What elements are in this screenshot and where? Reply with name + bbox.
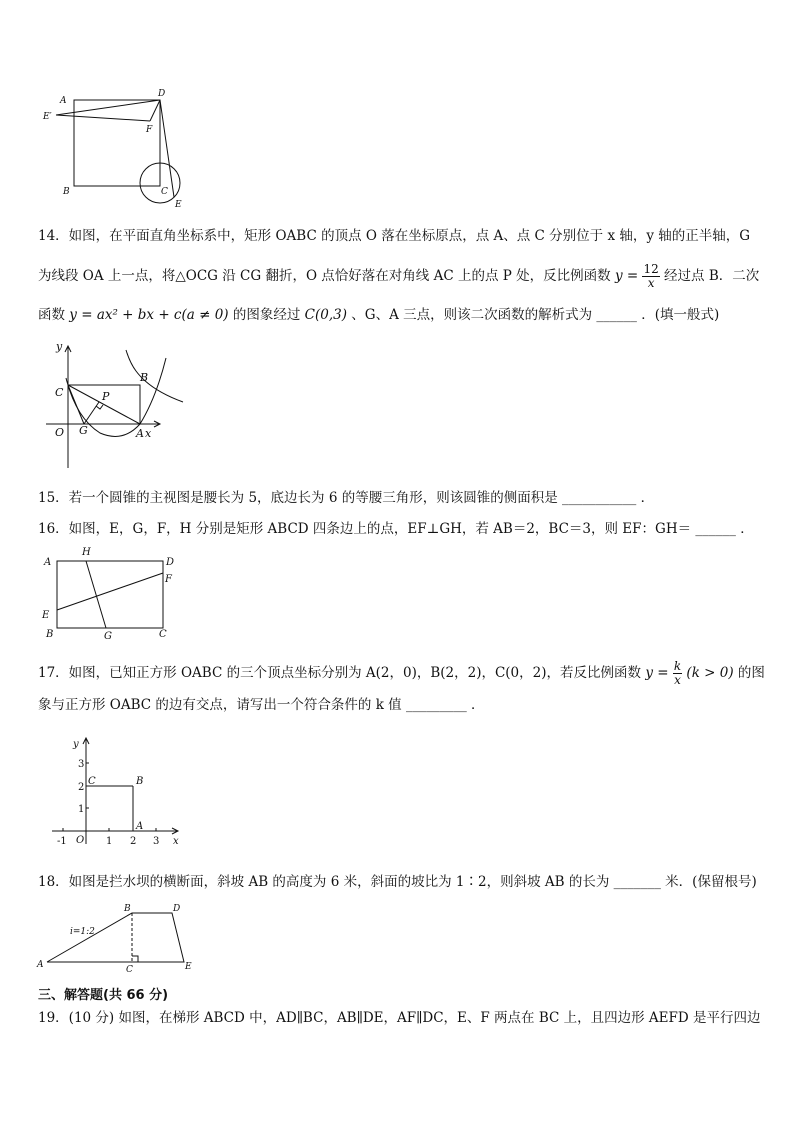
- q17-xtick-3: 3: [153, 836, 160, 847]
- q17-frac-den: x: [674, 673, 681, 687]
- q17-ytick-1: 1: [78, 804, 85, 815]
- q14-formula: y = ax² + bx + c(a ≠ 0): [69, 307, 229, 323]
- q17-fraction: [673, 660, 682, 687]
- q17-label-y: y: [73, 739, 79, 750]
- q18-trapezoid: [47, 913, 184, 962]
- q14-line2: [38, 263, 763, 290]
- q15-end: ．: [640, 490, 655, 506]
- q13-line-fd: [150, 100, 160, 121]
- q16-label-f: F: [165, 574, 172, 585]
- q15-text: 15．若一个圆锥的主视图是腰长为 5，底边长为 6 的等腰三角形，则该圆锥的侧面积是: [38, 490, 558, 506]
- q16-label-b: B: [46, 629, 54, 640]
- q17-frac-num: k: [673, 659, 682, 673]
- q14-line2b: 经过点 B．二次: [664, 268, 760, 284]
- q14-line3b: 的图象经过: [232, 307, 301, 323]
- q15-line: [38, 490, 763, 506]
- q13-label-c: C: [161, 187, 168, 197]
- q14-line3: [38, 307, 763, 323]
- q17-ytick-2: 2: [78, 782, 85, 793]
- q18-text: 18．如图是拦水坝的横断面，斜坡 AB 的高度为 6 米，斜面的坡比为 1∶2，则斜坡 AB 的长为: [38, 874, 610, 890]
- q16-end: ．: [740, 521, 754, 537]
- q13-label-a: A: [60, 96, 67, 106]
- q14-func-lhs: y =: [614, 268, 639, 284]
- q13-line-de: [160, 100, 174, 197]
- q18-label-b: B: [124, 904, 131, 914]
- q17-label-a: A: [136, 821, 144, 832]
- q17-blank[interactable]: _________: [405, 697, 467, 713]
- q17-line1b: 的图: [737, 665, 765, 681]
- q16-label-h: H: [82, 547, 91, 558]
- q16-line-ef: [57, 573, 163, 610]
- q16-label-a: A: [44, 557, 52, 568]
- q17-line2-end: ．: [471, 697, 485, 713]
- q13-label-e-prime: E′: [43, 112, 52, 122]
- q17-condition: (k > 0): [686, 665, 734, 681]
- q18-label-d: D: [173, 904, 181, 914]
- q18-blank[interactable]: _______: [613, 874, 661, 890]
- q18-slope-label: i=1:2: [70, 927, 95, 937]
- q14-frac-den: x: [647, 276, 655, 290]
- q18-label-c: C: [126, 965, 133, 975]
- q13-figure: [38, 84, 198, 214]
- q14-label-b: B: [140, 371, 149, 384]
- q17-ytick-3: 3: [78, 759, 85, 770]
- q13-line-ed: [56, 100, 160, 115]
- q14-label-x: x: [145, 427, 152, 440]
- q18-line: [38, 874, 763, 890]
- q14-point-c: C(0,3): [304, 307, 347, 323]
- q17-xtick-2: 2: [130, 836, 137, 847]
- q13-line-ef: [56, 115, 150, 121]
- q14-label-y: y: [56, 340, 63, 353]
- q16-label-d: D: [166, 557, 175, 568]
- q14-label-g: G: [79, 424, 88, 437]
- q15-blank[interactable]: ___________: [562, 490, 637, 506]
- q17-line2: [38, 697, 763, 713]
- q17-line1: [38, 660, 763, 687]
- q18-right-angle: [132, 956, 138, 962]
- q19-line: [38, 1010, 763, 1026]
- q14-figure: [38, 338, 198, 473]
- q13-label-e: E: [175, 200, 182, 210]
- q16-text: 16．如图，E，G，F，H 分别是矩形 ABCD 四条边上的点，EF⊥GH，若 AB＝2，BC＝3，则 EF：GH＝: [38, 521, 692, 537]
- q16-blank[interactable]: ______: [695, 521, 736, 537]
- q19-text: 19．(10 分) 如图，在梯形 ABCD 中，AD∥BC，AB∥DE，AF∥DC，E、F 两点在 BC 上，且四边形 AEFD 是平行四边: [38, 1010, 761, 1026]
- q14-fraction: [642, 263, 659, 290]
- section-3-title: 三、解答题(共 66 分): [38, 988, 169, 1003]
- q14-frac-num: 12: [643, 262, 659, 276]
- q18-end: 米．(保留根号): [665, 874, 757, 890]
- q18-label-a: A: [37, 960, 44, 970]
- q16-line: [38, 521, 763, 537]
- q18-label-e: E: [185, 962, 192, 972]
- q17-line2a: 象与正方形 OABC 的边有交点，请写出一个符合条件的 k 值: [38, 697, 402, 713]
- q18-figure: [30, 898, 205, 976]
- q14-line2a: 为线段 OA 上一点，将△OCG 沿 CG 翻折，O 点恰好落在对角线 AC 上的点 P 处，反比例函数: [38, 268, 611, 284]
- q14-blank[interactable]: ______: [596, 307, 637, 323]
- q14-label-o: O: [55, 426, 65, 439]
- q14-label-p: P: [102, 390, 110, 403]
- q17-func-lhs: y =: [645, 665, 669, 681]
- q16-figure: [38, 544, 188, 644]
- q17-xtick-m1: -1: [57, 836, 67, 847]
- q17-label-c: C: [88, 776, 96, 787]
- q16-rectangle: [57, 561, 163, 628]
- q17-label-o: O: [76, 835, 85, 846]
- q17-label-x: x: [173, 836, 179, 847]
- q14-label-c: C: [55, 386, 64, 399]
- q14-line3c: 、G、A 三点，则该二次函数的解析式为: [351, 307, 593, 323]
- q14-line3d: ．(填一般式): [641, 307, 720, 323]
- q13-square: [74, 100, 160, 186]
- q16-label-c: C: [159, 629, 167, 640]
- q14-line1-text: 14．如图，在平面直角坐标系中，矩形 OABC 的顶点 O 落在坐标原点，点 A、点 C 分别位于 x 轴，y 轴的正半轴，G: [38, 228, 751, 244]
- q17-label-b: B: [136, 776, 144, 787]
- q13-label-f: F: [146, 125, 153, 135]
- q14-line1: [38, 228, 763, 244]
- q13-label-b: B: [63, 187, 70, 197]
- q16-label-e: E: [42, 610, 50, 621]
- q13-label-d: D: [158, 89, 166, 99]
- q16-line-hg: [86, 561, 106, 628]
- q17-figure: [38, 732, 188, 850]
- q16-label-g: G: [104, 631, 112, 642]
- q17-xtick-1: 1: [106, 836, 113, 847]
- q17-line1a: 17．如图，已知正方形 OABC 的三个顶点坐标分别为 A(2，0)，B(2，2)，C(0，2)，若反比例函数: [38, 665, 642, 681]
- q14-line3a: 函数: [38, 307, 65, 323]
- q14-label-a: A: [136, 427, 144, 440]
